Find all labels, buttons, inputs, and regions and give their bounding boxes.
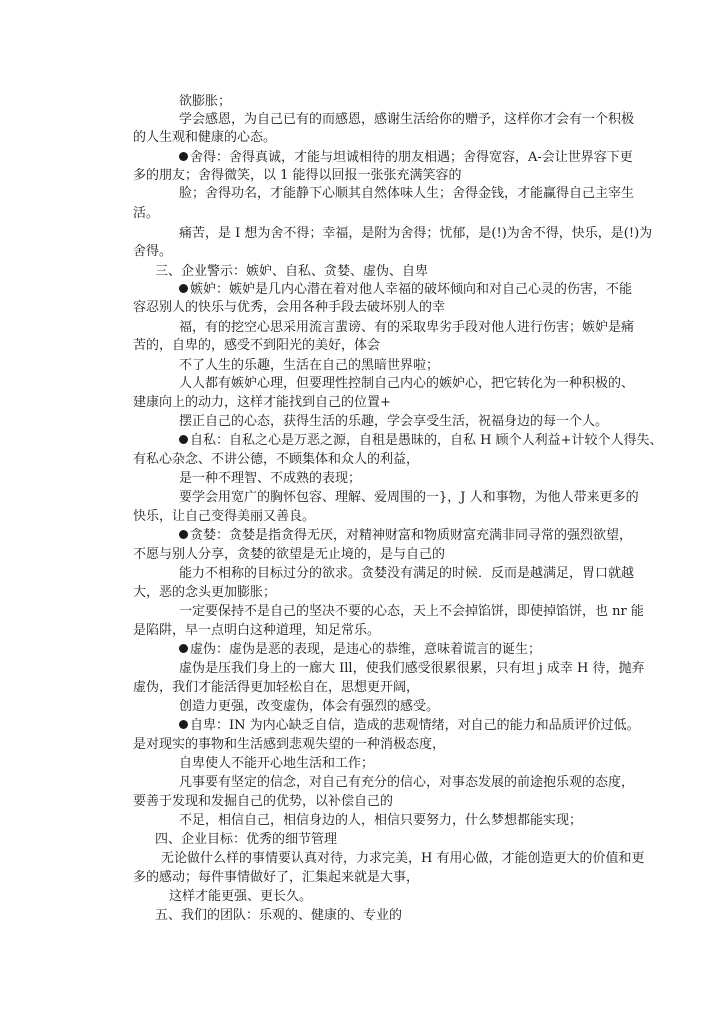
- paragraph-line: 快乐，让自己变得美丽又善良。: [133, 509, 316, 524]
- paragraph-line: 多的朋友；舍得微笑，以 1 能得以回报一张张充满笑容的: [133, 168, 462, 183]
- paragraph-line: 有私心杂念、不讲公德，不顾集体和众人的利益，: [133, 452, 420, 467]
- paragraph-line: 多的感动；每件事情做好了，汇集起来就是大事，: [133, 870, 420, 885]
- paragraph-line: 的人生观和健康的心态。: [133, 130, 277, 145]
- paragraph-line: 福，有的挖空心思采用流言蜚谤、有的采取卑劣手段对他人进行伤害；嫉妒是痛: [179, 320, 635, 335]
- paragraph-line: 要善于发现和发掘自己的优势，以补偿自己的: [133, 794, 394, 809]
- paragraph-line: 不愿与别人分享，贪婪的欲望是无止境的，是与自己的: [133, 547, 446, 562]
- paragraph-line: 痛苦，是 I 想为舍不得；幸福，是附为舍得；忧郁，是(!)为舍不得，快乐，是(!)为: [179, 226, 653, 241]
- paragraph-line: 能力不相称的目标过分的欲求。贪婪没有满足的时候．反而是越满足，胃口就越: [179, 566, 635, 581]
- paragraph-line: 贪婪：贪婪是指贪得无厌，对精神财富和物质财富充满非同寻常的强烈欲望，: [179, 528, 632, 544]
- paragraph-line: 一定要保持不是自己的坚决不要的心态，天上不会掉馅饼，即使掉馅饼，也 nr 能: [179, 604, 644, 619]
- paragraph-line: 自卑使人不能开心地生活和工作；: [179, 756, 375, 771]
- section-heading: 五、我们的团队：乐观的、健康的、专业的: [155, 908, 403, 923]
- paragraph-line: 虚伪，我们才能活得更加轻松自在，思想更开阔，: [133, 680, 420, 695]
- bullet-dot-icon: [179, 644, 188, 653]
- bullet-dot-icon: [179, 435, 188, 444]
- paragraph-line: 创造力更强，改变虚伪，体会有强烈的感受。: [179, 699, 440, 714]
- paragraph-line: 舍得。: [133, 244, 173, 259]
- paragraph-line: 人人都有嫉妒心理，但要理性控制自己内心的嫉妒心，把它转化为一种积极的、: [179, 376, 635, 391]
- paragraph-line: 不足，相信自己，相信身边的人，相信只要努力，什么梦想都能实现；: [179, 813, 583, 828]
- paragraph-line: 自私：自私之心是万恶之源，自租是愚昧的，自私 H 顾个人利益+计较个人得失、: [179, 433, 663, 449]
- paragraph-line: 是陷阱，早一点明白这种道理，知足常乐。: [133, 623, 381, 638]
- section-heading: 四、企业目标：优秀的细节管理: [155, 832, 338, 847]
- paragraph-line: 嫉妒：嫉妒是几内心潜在着对他人幸福的破坏倾向和对自己心灵的伤害，不能: [179, 282, 632, 298]
- paragraph-line: 虚伪是压我们身上的一廊大 Ill，使我们感受很累很累，只有坦 j 成幸 H 待，抛弃: [179, 661, 645, 676]
- paragraph-line: 这样才能更强、更长久。: [169, 889, 313, 904]
- section-heading: 三、企业警示：嫉妒、自私、贪婪、虚伪、自卑: [155, 264, 429, 279]
- paragraph-line: 凡事要有坚定的信念，对自己有充分的信心，对事态发展的前途抱乐观的态度，: [179, 775, 635, 790]
- paragraph-line: 脸；舍得功名，才能静下心顺其自然体味人生；舍得金钱，才能赢得自己主宰生: [179, 186, 635, 201]
- paragraph-line: 要学会用宽广的胸怀包容、理解、爱周围的一}，J 人和事物，为他人带来更多的: [179, 490, 639, 505]
- paragraph-line: 容忍别人的快乐与优秀，会用各种手段去破坏别人的幸: [133, 300, 446, 315]
- bullet-dot-icon: [179, 152, 188, 161]
- paragraph-line: 是对现实的事物和生活感到悲观失望的一种消极态度，: [133, 737, 446, 752]
- paragraph-line: 欲膨胀；: [179, 94, 232, 109]
- bullet-dot-icon: [179, 720, 188, 729]
- paragraph-line: 是一种不理智、不成熟的表现；: [179, 471, 362, 486]
- bullet-dot-icon: [179, 530, 188, 539]
- paragraph-line: 活。: [133, 206, 160, 221]
- paragraph-line: 自卑：IN 为内心缺乏自信，造成的悲观情绪，对自己的能力和品质评价过低。: [179, 718, 640, 734]
- paragraph-line: 舍得：舍得真诚，才能与坦诚相待的朋友相遇；舍得宽容，A-会让世界容下更: [179, 150, 633, 166]
- paragraph-line: 无论做什么样的事情要认真对待，力求完美，H 有用心做，才能创造更大的价值和更: [161, 851, 645, 866]
- paragraph-line: 摆正自己的心态，获得生活的乐趣，学会享受生活，祝福身边的每一个人。: [179, 414, 609, 429]
- paragraph-line: 不了人生的乐趣，生活在自己的黑暗世界啦；: [179, 358, 440, 373]
- paragraph-line: 建康向上的动力，这样才能找到自己的位置+: [133, 395, 391, 410]
- bullet-dot-icon: [179, 284, 188, 293]
- paragraph-line: 大，恶的念头更加膨胀；: [133, 585, 277, 600]
- paragraph-line: 学会感恩，为自己已有的而感恩，感谢生活给你的赠予，这样你才会有一个积极: [179, 112, 635, 127]
- paragraph-line: 苦的，自卑的，感受不到阳光的美好，体会: [133, 338, 381, 353]
- paragraph-line: 虚伪：虚伪是恶的表现，是违心的恭维，意味着谎言的诞生；: [179, 642, 541, 658]
